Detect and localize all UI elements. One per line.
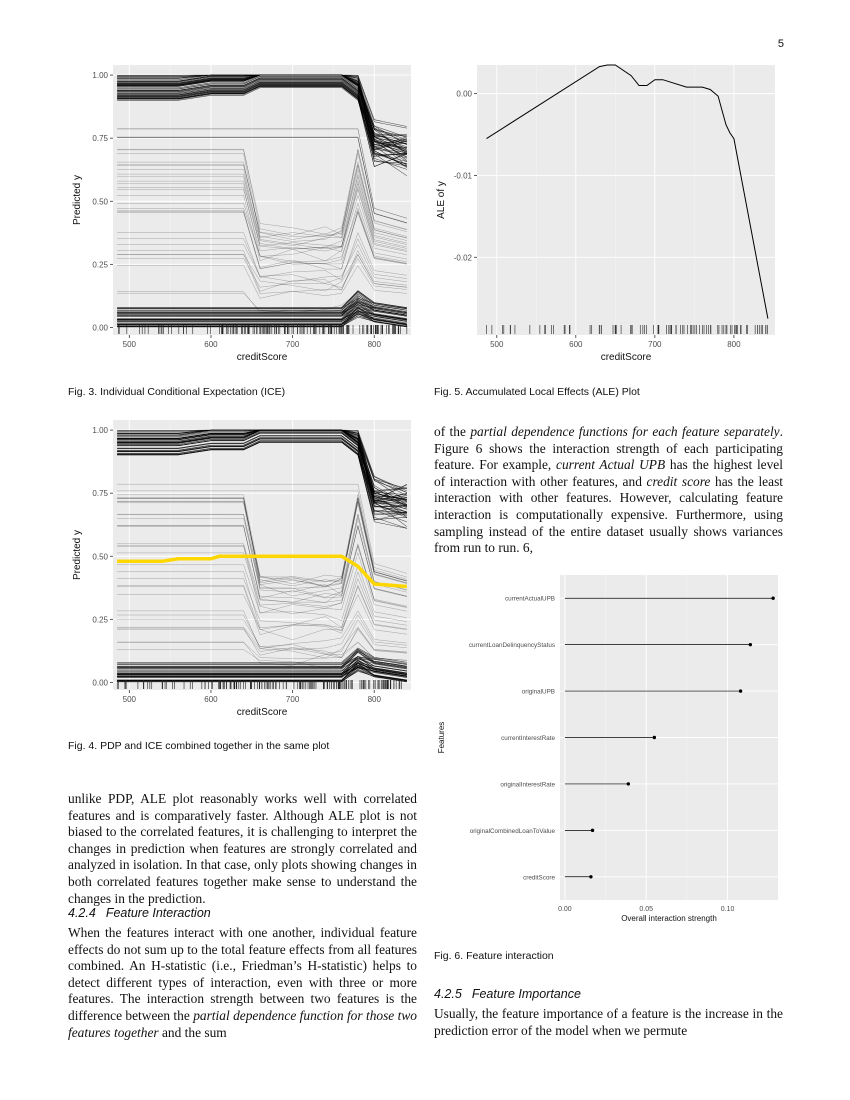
x-tick-label: 500 bbox=[122, 695, 137, 704]
x-tick-label: 800 bbox=[727, 340, 741, 349]
heading-feature-interaction: 4.2.4 Feature Interaction bbox=[68, 906, 211, 920]
paragraph-feature-importance: Usually, the feature importance of a feature is the increase in the prediction error of the model when we permute bbox=[434, 1006, 783, 1038]
lollipop-point bbox=[591, 829, 594, 832]
y-tick-label: 0.50 bbox=[92, 552, 108, 562]
lollipop-point bbox=[739, 689, 742, 692]
x-tick-label: 700 bbox=[648, 340, 662, 349]
interaction-strength-figure bbox=[432, 570, 782, 930]
category-label: currentActualUPB bbox=[504, 595, 555, 603]
y-tick-label: -0.02 bbox=[453, 253, 472, 263]
ale-plot-figure bbox=[432, 60, 782, 365]
lollipop-point bbox=[749, 643, 752, 646]
y-tick-label: 0.75 bbox=[92, 134, 108, 144]
x-axis-label: creditScore bbox=[236, 352, 288, 363]
fig5-caption: Fig. 5. Accumulated Local Effects (ALE) Plot bbox=[434, 386, 640, 398]
paragraph-interaction-explained: of the partial dependence functions for each feature separately. Figure 6 shows the interaction strength of each participating feature. For example, current Actual UPB has the highest level of interaction with other features, and credit score has the least interaction with other features. However, calculating feature interaction is computationally expensive. Furthermore, using sampling instead of the entire dataset usually shows variances from run to run. 6, bbox=[434, 424, 784, 556]
heading-feature-importance: 4.2.5 Feature Importance bbox=[434, 987, 581, 1001]
y-axis-label: Features bbox=[437, 721, 446, 754]
x-tick-label: 600 bbox=[204, 695, 218, 704]
y-tick-label: 0.25 bbox=[92, 260, 108, 270]
paragraph-ale-correlated: unlike PDP, ALE plot reasonably works well with correlated features and is comparatively faster. Although ALE plot is not biased to the correlated features, it is challenging to interpret the changes in prediction when features are strongly correlated and analyzed in isolation. In that case, only plots showing changes in both correlated features together make sense to understand the changes in the prediction. bbox=[68, 791, 417, 906]
ale-plot bbox=[432, 60, 782, 365]
x-axis-label: creditScore bbox=[236, 707, 288, 718]
fig6-caption: Fig. 6. Feature interaction bbox=[434, 950, 554, 962]
y-tick-label: 0.75 bbox=[92, 489, 108, 499]
x-tick-label: 700 bbox=[285, 695, 300, 704]
y-tick-label: 1.00 bbox=[92, 71, 108, 81]
pdp-ice-plot-figure bbox=[68, 415, 418, 720]
x-tick-label: 600 bbox=[204, 340, 218, 349]
x-tick-label: 800 bbox=[367, 695, 381, 704]
x-axis-label: creditScore bbox=[600, 352, 652, 363]
lollipop-point bbox=[627, 782, 630, 785]
x-tick-label: 700 bbox=[285, 340, 300, 349]
y-axis-label: Predicted y bbox=[72, 174, 83, 226]
fig4-caption: Fig. 4. PDP and ICE combined together in the same plot bbox=[68, 740, 330, 752]
ice-plot-figure bbox=[68, 60, 418, 365]
category-label: currentInterestRate bbox=[501, 735, 555, 742]
category-label: creditScore bbox=[523, 874, 555, 882]
x-tick-label: 500 bbox=[490, 340, 504, 349]
lollipop-point bbox=[771, 597, 774, 600]
page-number: 5 bbox=[777, 38, 784, 50]
paragraph-h-statistic: When the features interact with one another, individual feature effects do not sum up to the total feature effects from all features combined. An H-statistic (i.e., Friedman’s H-statistic) helps to detect different types of interaction, even with three or more features. The interaction strength between two features is the difference between the partial dependence function for those two features together and the sum bbox=[68, 925, 417, 1040]
y-axis-label: ALE of y bbox=[436, 181, 447, 219]
pdp-ice-plot bbox=[68, 415, 418, 720]
x-tick-label: 0.05 bbox=[639, 906, 654, 913]
rug-marks bbox=[119, 325, 407, 334]
y-tick-label: 0.00 bbox=[456, 89, 472, 99]
lollipop-point bbox=[589, 875, 592, 878]
y-tick-label: -0.01 bbox=[453, 171, 472, 181]
category-label: currentLoanDelinquencyStatus bbox=[468, 642, 555, 650]
interaction-strength-plot bbox=[432, 570, 782, 930]
x-tick-label: 0.00 bbox=[558, 906, 572, 913]
category-label: originalUPB bbox=[521, 688, 555, 696]
fig3-caption: Fig. 3. Individual Conditional Expectation (ICE) bbox=[68, 386, 286, 398]
y-tick-label: 0.00 bbox=[92, 323, 108, 333]
y-axis-label: Predicted y bbox=[72, 529, 83, 581]
x-tick-label: 800 bbox=[367, 340, 381, 349]
x-tick-label: 600 bbox=[569, 340, 583, 349]
x-tick-label: 0.10 bbox=[720, 906, 735, 913]
y-tick-label: 1.00 bbox=[92, 426, 108, 436]
category-label: originalInterestRate bbox=[500, 781, 555, 789]
lollipop-point bbox=[653, 736, 656, 739]
x-tick-label: 500 bbox=[122, 340, 137, 349]
category-label: originalCombinedLoanToValue bbox=[469, 827, 555, 835]
y-tick-label: 0.25 bbox=[92, 615, 108, 625]
plot-panel bbox=[477, 65, 775, 335]
y-tick-label: 0.50 bbox=[92, 197, 108, 207]
y-tick-label: 0.00 bbox=[92, 678, 108, 688]
x-axis-label: Overall interaction strength bbox=[621, 914, 717, 923]
ice-plot bbox=[68, 60, 418, 365]
